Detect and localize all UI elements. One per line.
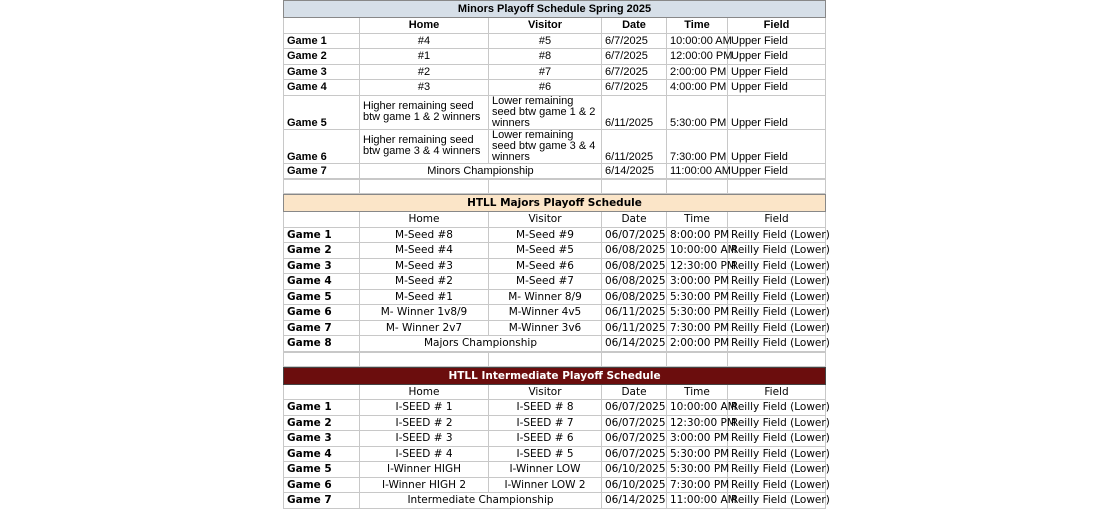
schedule-sheet xyxy=(283,0,830,509)
table-row xyxy=(284,33,826,49)
table-row xyxy=(284,227,826,243)
empty-cell[interactable] xyxy=(360,352,489,366)
header-cell[interactable] xyxy=(284,212,360,228)
table-row xyxy=(284,64,826,80)
spacer xyxy=(283,179,826,194)
game-cell[interactable]: Game 2 xyxy=(284,243,360,259)
home-cell[interactable]: I-SEED # 4 xyxy=(360,446,489,462)
table-row xyxy=(284,80,826,96)
home-cell[interactable]: #1 xyxy=(360,49,489,65)
game-cell[interactable]: Game 2 xyxy=(284,49,360,65)
table-row xyxy=(284,415,826,431)
minors-title[interactable]: Minors Playoff Schedule Spring 2025 xyxy=(284,1,826,18)
field-cell[interactable]: Upper Field xyxy=(728,95,826,129)
date-cell[interactable]: 06/07/2025 xyxy=(602,415,667,431)
table-row xyxy=(284,462,826,478)
home-cell[interactable]: M-Seed #8 xyxy=(360,227,489,243)
field-cell[interactable]: Reilly Field (Lower) xyxy=(728,431,826,447)
intermediate-schedule-table xyxy=(283,367,830,509)
visitor-cell[interactable]: Lower remaining seed btw game 1 & 2 winners xyxy=(489,95,602,129)
empty-cell[interactable] xyxy=(489,180,602,194)
matchup-cell[interactable]: Minors Championship xyxy=(360,163,602,179)
game-cell[interactable]: Game 4 xyxy=(284,80,360,96)
date-cell[interactable]: 06/07/2025 xyxy=(602,446,667,462)
visitor-cell[interactable]: I-SEED # 7 xyxy=(489,415,602,431)
header-home[interactable]: Home xyxy=(360,212,489,228)
home-cell[interactable]: I-Winner HIGH 2 xyxy=(360,477,489,493)
visitor-cell[interactable]: M-Seed #6 xyxy=(489,258,602,274)
header-home[interactable]: Home xyxy=(360,384,489,400)
header-home[interactable]: Home xyxy=(360,18,489,34)
intermediate-title-row xyxy=(284,367,826,384)
game-cell[interactable]: Game 5 xyxy=(284,462,360,478)
time-cell[interactable]: 12:00:00 PM xyxy=(667,49,728,65)
empty-cell[interactable] xyxy=(602,180,667,194)
time-cell[interactable]: 11:00:00 AM xyxy=(667,493,728,509)
empty-cell[interactable] xyxy=(667,180,728,194)
visitor-cell[interactable]: M-Winner 3v6 xyxy=(489,320,602,336)
home-cell[interactable]: M-Seed #1 xyxy=(360,289,489,305)
time-cell[interactable]: 10:00:00 AM xyxy=(667,33,728,49)
majors-schedule-table xyxy=(283,194,830,352)
intermediate-title[interactable]: HTLL Intermediate Playoff Schedule xyxy=(284,367,826,384)
field-cell[interactable]: Upper Field xyxy=(728,80,826,96)
visitor-cell[interactable]: I-SEED # 5 xyxy=(489,446,602,462)
table-row xyxy=(284,400,826,416)
time-cell[interactable]: 7:30:00 PM xyxy=(667,477,728,493)
game-cell[interactable]: Game 7 xyxy=(284,163,360,179)
time-cell[interactable]: 8:00:00 PM xyxy=(667,227,728,243)
date-cell[interactable]: 6/7/2025 xyxy=(602,33,667,49)
time-cell[interactable]: 10:00:00 AM xyxy=(667,400,728,416)
table-row xyxy=(284,95,826,129)
game-cell[interactable]: Game 6 xyxy=(284,129,360,163)
time-cell[interactable]: 10:00:00 AM xyxy=(667,243,728,259)
date-cell[interactable]: 06/07/2025 xyxy=(602,400,667,416)
home-cell[interactable]: #4 xyxy=(360,33,489,49)
table-row xyxy=(284,163,826,179)
field-cell[interactable]: Upper Field xyxy=(728,49,826,65)
empty-cell[interactable] xyxy=(284,180,360,194)
home-cell[interactable]: M-Seed #4 xyxy=(360,243,489,259)
field-cell[interactable]: Reilly Field (Lower) xyxy=(728,243,826,259)
date-cell[interactable]: 06/07/2025 xyxy=(602,227,667,243)
date-cell[interactable]: 6/11/2025 xyxy=(602,129,667,163)
field-cell[interactable]: Reilly Field (Lower) xyxy=(728,336,826,352)
game-cell[interactable]: Game 2 xyxy=(284,415,360,431)
visitor-cell[interactable]: #5 xyxy=(489,33,602,49)
time-cell[interactable]: 2:00:00 PM xyxy=(667,64,728,80)
home-cell[interactable]: Higher remaining seed btw game 3 & 4 winners xyxy=(360,129,489,163)
visitor-cell[interactable]: M- Winner 8/9 xyxy=(489,289,602,305)
table-row xyxy=(284,274,826,290)
minors-title-row xyxy=(284,1,826,18)
game-cell[interactable]: Game 6 xyxy=(284,477,360,493)
field-cell[interactable]: Reilly Field (Lower) xyxy=(728,400,826,416)
date-cell[interactable]: 06/14/2025 xyxy=(602,336,667,352)
field-cell[interactable]: Reilly Field (Lower) xyxy=(728,305,826,321)
visitor-cell[interactable]: I-SEED # 8 xyxy=(489,400,602,416)
table-row xyxy=(284,49,826,65)
game-cell[interactable]: Game 3 xyxy=(284,64,360,80)
game-cell[interactable]: Game 1 xyxy=(284,400,360,416)
time-cell[interactable]: 5:30:00 PM xyxy=(667,305,728,321)
date-cell[interactable]: 06/07/2025 xyxy=(602,431,667,447)
table-row xyxy=(284,129,826,163)
intermediate-header-row xyxy=(284,384,826,400)
visitor-cell[interactable]: M-Winner 4v5 xyxy=(489,305,602,321)
empty-cell[interactable] xyxy=(602,352,667,366)
home-cell[interactable]: #3 xyxy=(360,80,489,96)
game-cell[interactable]: Game 7 xyxy=(284,493,360,509)
header-field[interactable]: Field xyxy=(728,384,826,400)
majors-title-row xyxy=(284,195,826,212)
matchup-cell[interactable]: Intermediate Championship xyxy=(360,493,602,509)
field-cell[interactable]: Upper Field xyxy=(728,33,826,49)
field-cell[interactable]: Upper Field xyxy=(728,64,826,80)
game-cell[interactable]: Game 4 xyxy=(284,446,360,462)
visitor-cell[interactable]: #8 xyxy=(489,49,602,65)
matchup-cell[interactable]: Majors Championship xyxy=(360,336,602,352)
field-cell[interactable]: Reilly Field (Lower) xyxy=(728,415,826,431)
game-cell[interactable]: Game 1 xyxy=(284,33,360,49)
minors-schedule-table xyxy=(283,0,826,179)
field-cell[interactable]: Reilly Field (Lower) xyxy=(728,320,826,336)
spacer xyxy=(283,352,826,367)
table-row xyxy=(284,258,826,274)
header-time[interactable]: Time xyxy=(667,212,728,228)
header-visitor[interactable]: Visitor xyxy=(489,384,602,400)
date-cell[interactable]: 06/08/2025 xyxy=(602,274,667,290)
game-cell[interactable]: Game 1 xyxy=(284,227,360,243)
date-cell[interactable]: 06/08/2025 xyxy=(602,289,667,305)
visitor-cell[interactable]: #7 xyxy=(489,64,602,80)
visitor-cell[interactable]: M-Seed #5 xyxy=(489,243,602,259)
date-cell[interactable]: 6/7/2025 xyxy=(602,49,667,65)
game-cell[interactable]: Game 4 xyxy=(284,274,360,290)
date-cell[interactable]: 6/14/2025 xyxy=(602,163,667,179)
time-cell[interactable]: 3:00:00 PM xyxy=(667,431,728,447)
table-row xyxy=(284,493,826,509)
game-cell[interactable]: Game 3 xyxy=(284,431,360,447)
field-cell[interactable]: Reilly Field (Lower) xyxy=(728,446,826,462)
time-cell[interactable]: 4:00:00 PM xyxy=(667,80,728,96)
time-cell[interactable]: 5:30:00 PM xyxy=(667,462,728,478)
header-date[interactable]: Date xyxy=(602,18,667,34)
header-time[interactable]: Time xyxy=(667,18,728,34)
header-date[interactable]: Date xyxy=(602,212,667,228)
home-cell[interactable]: I-Winner HIGH xyxy=(360,462,489,478)
home-cell[interactable]: #2 xyxy=(360,64,489,80)
date-cell[interactable]: 06/11/2025 xyxy=(602,305,667,321)
table-row xyxy=(284,477,826,493)
field-cell[interactable]: Reilly Field (Lower) xyxy=(728,477,826,493)
home-cell[interactable]: M- Winner 1v8/9 xyxy=(360,305,489,321)
table-row xyxy=(284,446,826,462)
time-cell[interactable]: 11:00:00 AM xyxy=(667,163,728,179)
minors-header-row xyxy=(284,18,826,34)
date-cell[interactable]: 06/10/2025 xyxy=(602,477,667,493)
date-cell[interactable]: 06/08/2025 xyxy=(602,243,667,259)
table-row xyxy=(284,336,826,352)
visitor-cell[interactable]: #6 xyxy=(489,80,602,96)
table-row xyxy=(284,305,826,321)
time-cell[interactable]: 12:30:00 PM xyxy=(667,415,728,431)
home-cell[interactable]: I-SEED # 2 xyxy=(360,415,489,431)
home-cell[interactable]: Higher remaining seed btw game 1 & 2 winners xyxy=(360,95,489,129)
header-field[interactable]: Field xyxy=(728,18,826,34)
game-cell[interactable]: Game 7 xyxy=(284,320,360,336)
majors-title[interactable]: HTLL Majors Playoff Schedule xyxy=(284,195,826,212)
time-cell[interactable]: 5:30:00 PM xyxy=(667,289,728,305)
empty-cell[interactable] xyxy=(489,352,602,366)
time-cell[interactable]: 5:30:00 PM xyxy=(667,95,728,129)
time-cell[interactable]: 7:30:00 PM xyxy=(667,320,728,336)
visitor-cell[interactable]: I-Winner LOW 2 xyxy=(489,477,602,493)
field-cell[interactable]: Reilly Field (Lower) xyxy=(728,462,826,478)
field-cell[interactable]: Upper Field xyxy=(728,163,826,179)
empty-cell[interactable] xyxy=(728,352,826,366)
field-cell[interactable]: Reilly Field (Lower) xyxy=(728,493,826,509)
game-cell[interactable]: Game 3 xyxy=(284,258,360,274)
home-cell[interactable]: M-Seed #2 xyxy=(360,274,489,290)
header-cell[interactable] xyxy=(284,384,360,400)
empty-cell[interactable] xyxy=(728,180,826,194)
home-cell[interactable]: I-SEED # 3 xyxy=(360,431,489,447)
visitor-cell[interactable]: I-SEED # 6 xyxy=(489,431,602,447)
time-cell[interactable]: 5:30:00 PM xyxy=(667,446,728,462)
date-cell[interactable]: 06/10/2025 xyxy=(602,462,667,478)
majors-header-row xyxy=(284,212,826,228)
home-cell[interactable]: M- Winner 2v7 xyxy=(360,320,489,336)
empty-cell[interactable] xyxy=(284,352,360,366)
date-cell[interactable]: 6/7/2025 xyxy=(602,64,667,80)
header-cell[interactable] xyxy=(284,18,360,34)
home-cell[interactable]: I-SEED # 1 xyxy=(360,400,489,416)
game-cell[interactable]: Game 5 xyxy=(284,289,360,305)
date-cell[interactable]: 06/11/2025 xyxy=(602,320,667,336)
field-cell[interactable]: Reilly Field (Lower) xyxy=(728,258,826,274)
header-time[interactable]: Time xyxy=(667,384,728,400)
game-cell[interactable]: Game 6 xyxy=(284,305,360,321)
header-date[interactable]: Date xyxy=(602,384,667,400)
empty-cell[interactable] xyxy=(360,180,489,194)
date-cell[interactable]: 06/08/2025 xyxy=(602,258,667,274)
field-cell[interactable]: Reilly Field (Lower) xyxy=(728,227,826,243)
date-cell[interactable]: 06/14/2025 xyxy=(602,493,667,509)
empty-cell[interactable] xyxy=(667,352,728,366)
time-cell[interactable]: 12:30:00 PM xyxy=(667,258,728,274)
visitor-cell[interactable]: I-Winner LOW xyxy=(489,462,602,478)
field-cell[interactable]: Reilly Field (Lower) xyxy=(728,274,826,290)
table-row xyxy=(284,243,826,259)
visitor-cell[interactable]: Lower remaining seed btw game 3 & 4 winners xyxy=(489,129,602,163)
date-cell[interactable]: 6/11/2025 xyxy=(602,95,667,129)
time-cell[interactable]: 2:00:00 PM xyxy=(667,336,728,352)
table-row xyxy=(284,320,826,336)
header-visitor[interactable]: Visitor xyxy=(489,212,602,228)
date-cell[interactable]: 6/7/2025 xyxy=(602,80,667,96)
game-cell[interactable]: Game 8 xyxy=(284,336,360,352)
field-cell[interactable]: Reilly Field (Lower) xyxy=(728,289,826,305)
time-cell[interactable]: 7:30:00 PM xyxy=(667,129,728,163)
table-row xyxy=(284,431,826,447)
table-row xyxy=(284,289,826,305)
visitor-cell[interactable]: M-Seed #7 xyxy=(489,274,602,290)
game-cell[interactable]: Game 5 xyxy=(284,95,360,129)
home-cell[interactable]: M-Seed #3 xyxy=(360,258,489,274)
header-visitor[interactable]: Visitor xyxy=(489,18,602,34)
field-cell[interactable]: Upper Field xyxy=(728,129,826,163)
visitor-cell[interactable]: M-Seed #9 xyxy=(489,227,602,243)
time-cell[interactable]: 3:00:00 PM xyxy=(667,274,728,290)
header-field[interactable]: Field xyxy=(728,212,826,228)
